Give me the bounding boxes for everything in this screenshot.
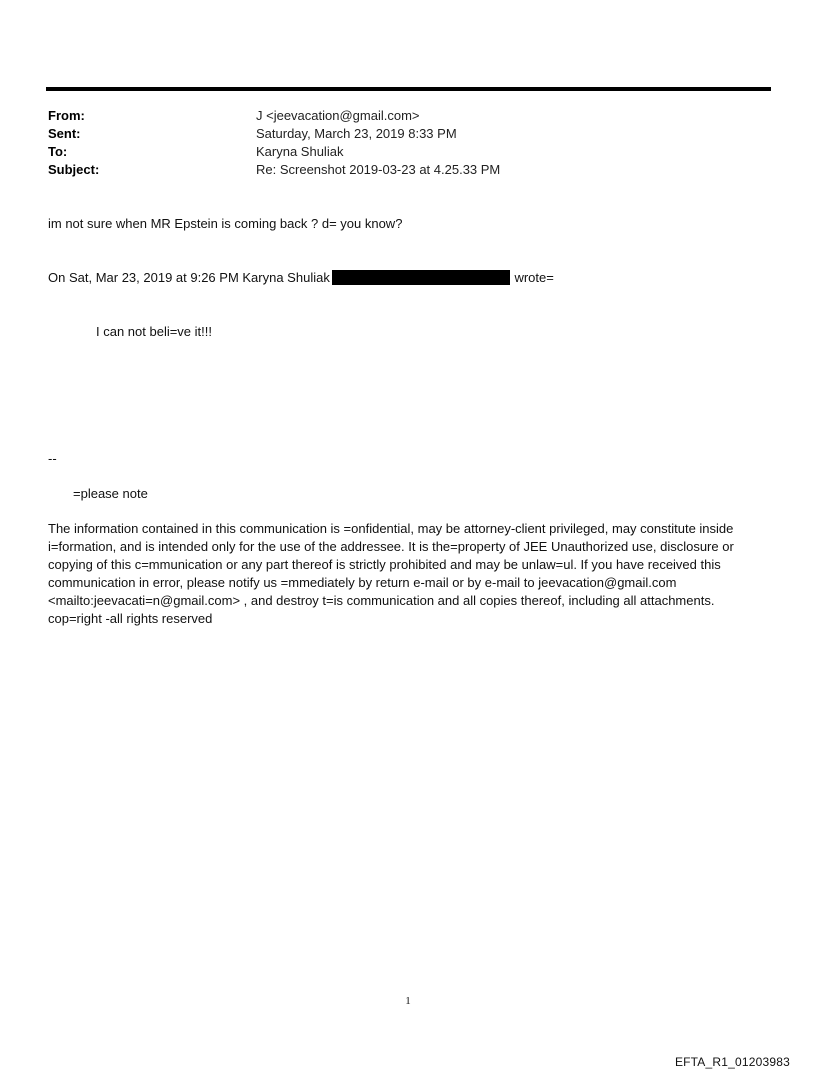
from-value: J <jeevacation@gmail.com>	[256, 108, 420, 123]
message-question: im not sure when MR Epstein is coming back ? d= you know?	[48, 216, 403, 231]
redaction-block	[332, 270, 510, 285]
header-divider	[46, 87, 771, 91]
subject-row	[48, 161, 768, 179]
quote-attribution-suffix: wrote=	[510, 270, 554, 285]
page-number: 1	[405, 995, 411, 1007]
confidentiality-disclaimer: The information contained in this communication is =onfidential, may be attorney-client privileged, may constitute inside i=formation, and is intended only for the use of the addressee. It is the=property of JEE Unauthorized use, disclosure or copying of this c=mmunication or any part thereof is strictly prohibited and may be unlaw=ul. If you have received this communication in error, please notify us =mmediately by return e-mail or by e-mail to jeevacation@gmail.com <mailto:jeevacati=n@gmail.com> , and destroy t=is communication and all copies thereof, including all attachments. cop=right -all rights reserved	[48, 521, 734, 626]
signature-separator: --	[48, 451, 57, 466]
to-label: To:	[48, 144, 68, 159]
subject-value: Re: Screenshot 2019-03-23 at 4.25.33 PM	[256, 162, 501, 177]
subject-label: Subject:	[48, 162, 100, 177]
sent-value: Saturday, March 23, 2019 8:33 PM	[256, 126, 457, 141]
please-note-label: =please note	[73, 486, 148, 501]
quoted-message: I can not beli=ve it!!!	[96, 324, 212, 339]
document-id: EFTA_R1_01203983	[674, 1055, 790, 1069]
email-header	[48, 107, 768, 179]
to-row	[48, 143, 768, 161]
sent-row	[48, 125, 768, 143]
from-label: From:	[48, 108, 85, 123]
quote-attribution-prefix: On Sat, Mar 23, 2019 at 9:26 PM Karyna Shuliak	[48, 270, 330, 285]
to-value: Karyna Shuliak	[256, 144, 344, 159]
from-row	[48, 107, 768, 125]
sent-label: Sent:	[48, 126, 81, 141]
quote-attribution	[48, 269, 554, 287]
